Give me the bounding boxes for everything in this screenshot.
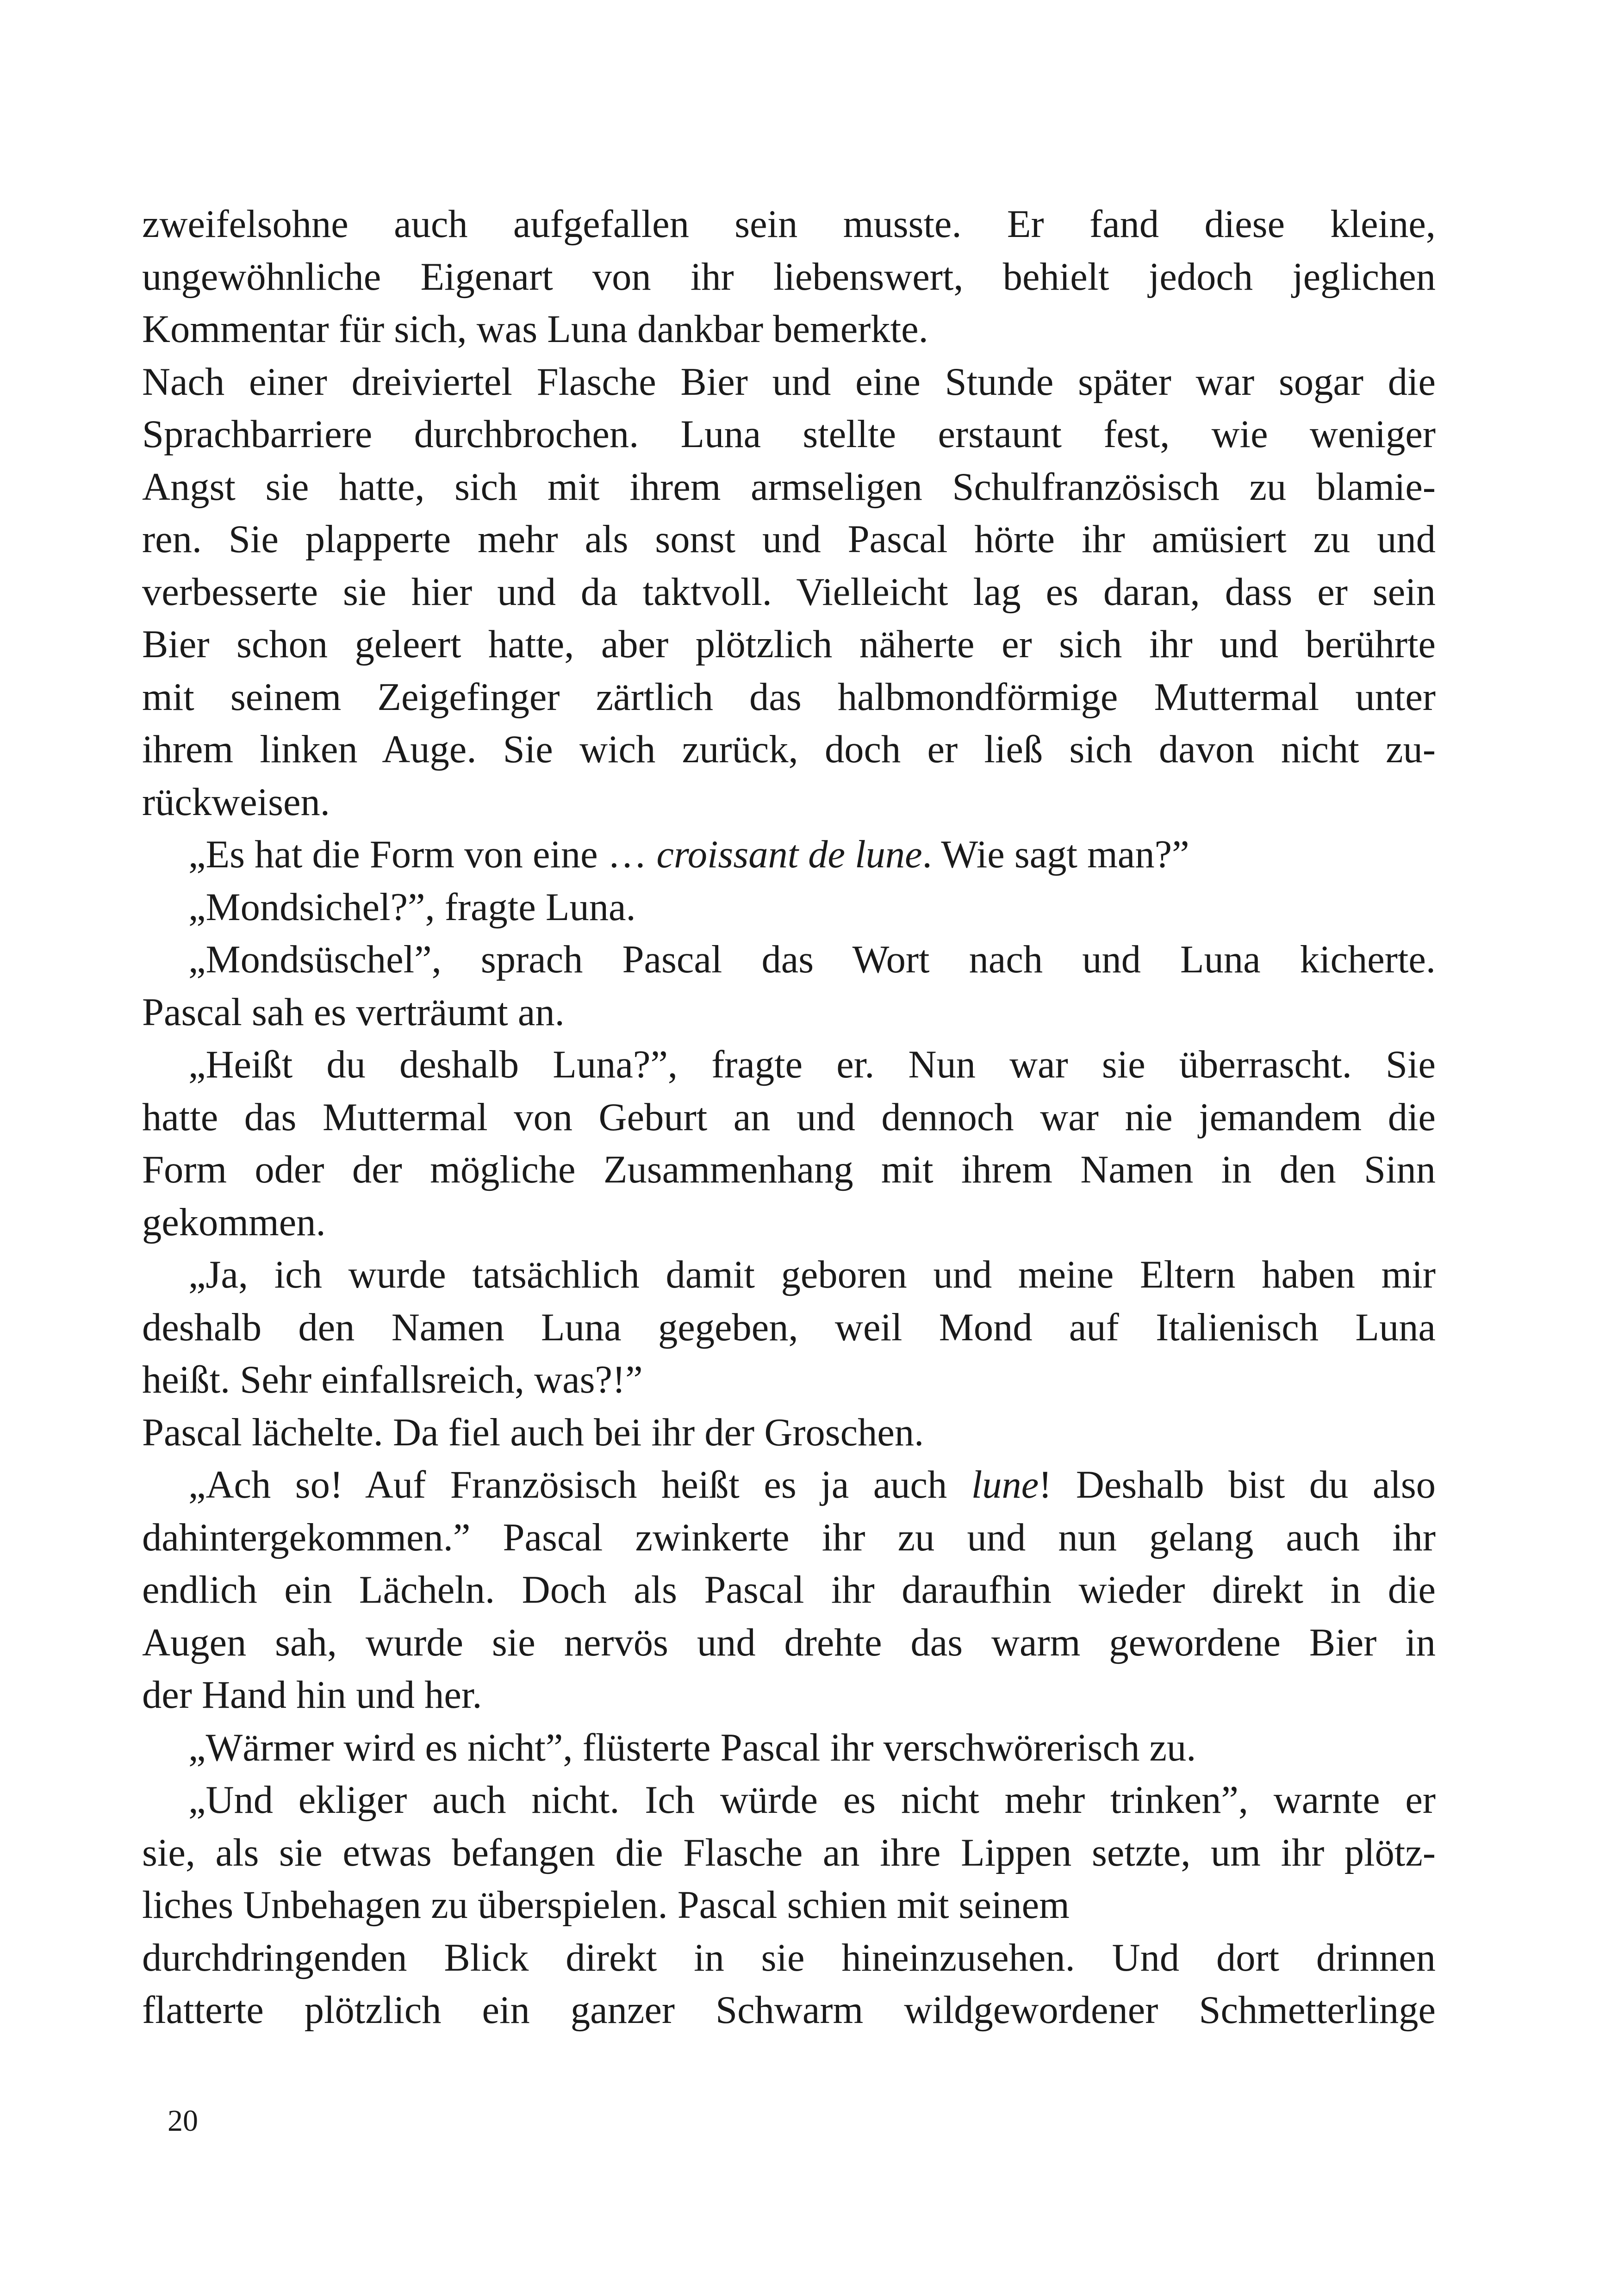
text-line (142, 1354, 1436, 1406)
line-text: Sprachbarriere durchbrochen. Luna stellte erstaunt fest, wie weniger (142, 413, 1436, 456)
text-line (142, 986, 1436, 1039)
text-line (142, 1827, 1436, 1879)
text-line (142, 933, 1436, 986)
line-text: Pascal lächelte. Da fiel auch bei ihr der Groschen. (142, 1411, 924, 1454)
line-text: ihrem linken Auge. Sie wich zurück, doch er ließ sich davon nicht zu- (142, 728, 1436, 771)
text-line (142, 356, 1436, 409)
text-line (142, 1774, 1436, 1827)
text-line (142, 461, 1436, 514)
text-line (142, 303, 1436, 356)
line-text: „Ach so! Auf Französisch heißt es ja auch (188, 1463, 971, 1506)
line-text: rückweisen. (142, 780, 330, 824)
line-text: gekommen. (142, 1201, 326, 1244)
line-text: Augen sah, wurde sie nervös und drehte das warm gewordene Bier in (142, 1621, 1436, 1664)
text-line (142, 618, 1436, 671)
text-line (142, 1984, 1436, 2037)
text-line (142, 1932, 1436, 1985)
line-text: „Heißt du deshalb Luna?”, fragte er. Nun war sie überrascht. Sie (188, 1043, 1436, 1086)
text-line (142, 251, 1436, 304)
line-text: flatterte plötzlich ein ganzer Schwarm wildgewordener Schmetterlinge (142, 1989, 1436, 2032)
page-number: 20 (168, 2104, 198, 2138)
line-text-after: ! Deshalb bist du also (1039, 1463, 1436, 1506)
line-text: „Und ekliger auch nicht. Ich würde es nicht mehr trinken”, warnte er (188, 1779, 1436, 1822)
text-line (142, 408, 1436, 461)
text-line (142, 513, 1436, 566)
line-text: heißt. Sehr einfallsreich, was?!” (142, 1358, 643, 1401)
line-text: „Mondsüschel”, sprach Pascal das Wort nach und Luna kicherte. (188, 938, 1436, 981)
line-text: Angst sie hatte, sich mit ihrem armseligen Schulfranzösisch zu blamie- (142, 465, 1436, 509)
line-text: verbesserte sie hier und da taktvoll. Vielleicht lag es daran, dass er sein (142, 570, 1436, 614)
line-text: durchdringenden Blick direkt in sie hineinzusehen. Und dort drinnen (142, 1936, 1436, 1979)
line-text: deshalb den Namen Luna gegeben, weil Mond auf Italienisch Luna (142, 1306, 1436, 1349)
line-text: der Hand hin und her. (142, 1674, 482, 1717)
text-line (142, 776, 1436, 829)
line-text: mit seinem Zeigefinger zärtlich das halbmondförmige Muttermal unter (142, 675, 1436, 719)
line-text: endlich ein Lächeln. Doch als Pascal ihr daraufhin wieder direkt in die (142, 1568, 1436, 1612)
line-text: ungewöhnliche Eigenart von ihr liebenswert, behielt jedoch jeglichen (142, 255, 1436, 299)
line-text: sie, als sie etwas befangen die Flasche an ihre Lippen setzte, um ihr plötz- (142, 1831, 1436, 1874)
line-text: Bier schon geleert hatte, aber plötzlich näherte er sich ihr und berührte (142, 623, 1436, 666)
line-text-after: . Wie sagt man?” (922, 833, 1189, 876)
text-line (142, 1512, 1436, 1564)
text-line (142, 566, 1436, 619)
text-line (142, 1406, 1436, 1459)
body-text (142, 198, 1436, 2037)
text-line (142, 1879, 1436, 1932)
line-text: Kommentar für sich, was Luna dankbar bemerkte. (142, 308, 928, 351)
line-text: liches Unbehagen zu überspielen. Pascal schien mit seinem (142, 1884, 1070, 1927)
text-line (142, 1564, 1436, 1617)
text-line (142, 1617, 1436, 1669)
text-line (142, 1459, 1436, 1512)
line-text: zweifelsohne auch aufgefallen sein musste. Er fand diese kleine, (142, 203, 1436, 246)
italic-phrase: lune (971, 1463, 1039, 1506)
italic-phrase: croissant de lune (656, 833, 922, 876)
text-line (142, 671, 1436, 724)
text-line (142, 881, 1436, 934)
line-text: „Mondsichel?”, fragte Luna. (188, 885, 636, 929)
line-text: Form oder der mögliche Zusammenhang mit ihrem Namen in den Sinn (142, 1148, 1436, 1191)
text-line (142, 1301, 1436, 1354)
text-line (142, 723, 1436, 776)
text-line (142, 1091, 1436, 1144)
text-line (142, 828, 1436, 881)
line-text: hatte das Muttermal von Geburt an und dennoch war nie jemandem die (142, 1095, 1436, 1139)
line-text: Nach einer dreiviertel Flasche Bier und eine Stunde später war sogar die (142, 360, 1436, 404)
text-line (142, 1144, 1436, 1196)
text-line (142, 1249, 1436, 1301)
line-text: Pascal sah es verträumt an. (142, 990, 565, 1034)
text-line (142, 198, 1436, 251)
text-line (142, 1722, 1436, 1774)
line-text: dahintergekommen.” Pascal zwinkerte ihr zu und nun gelang auch ihr (142, 1516, 1436, 1559)
line-text: „Ja, ich wurde tatsächlich damit geboren und meine Eltern haben mir (188, 1253, 1436, 1296)
line-text: ren. Sie plapperte mehr als sonst und Pascal hörte ihr amüsiert zu und (142, 518, 1436, 561)
text-line (142, 1669, 1436, 1722)
text-line (142, 1039, 1436, 1091)
line-text: „Wärmer wird es nicht”, flüsterte Pascal ihr verschwörerisch zu. (188, 1726, 1196, 1769)
text-line (142, 1196, 1436, 1249)
line-text: „Es hat die Form von eine … (188, 833, 657, 876)
